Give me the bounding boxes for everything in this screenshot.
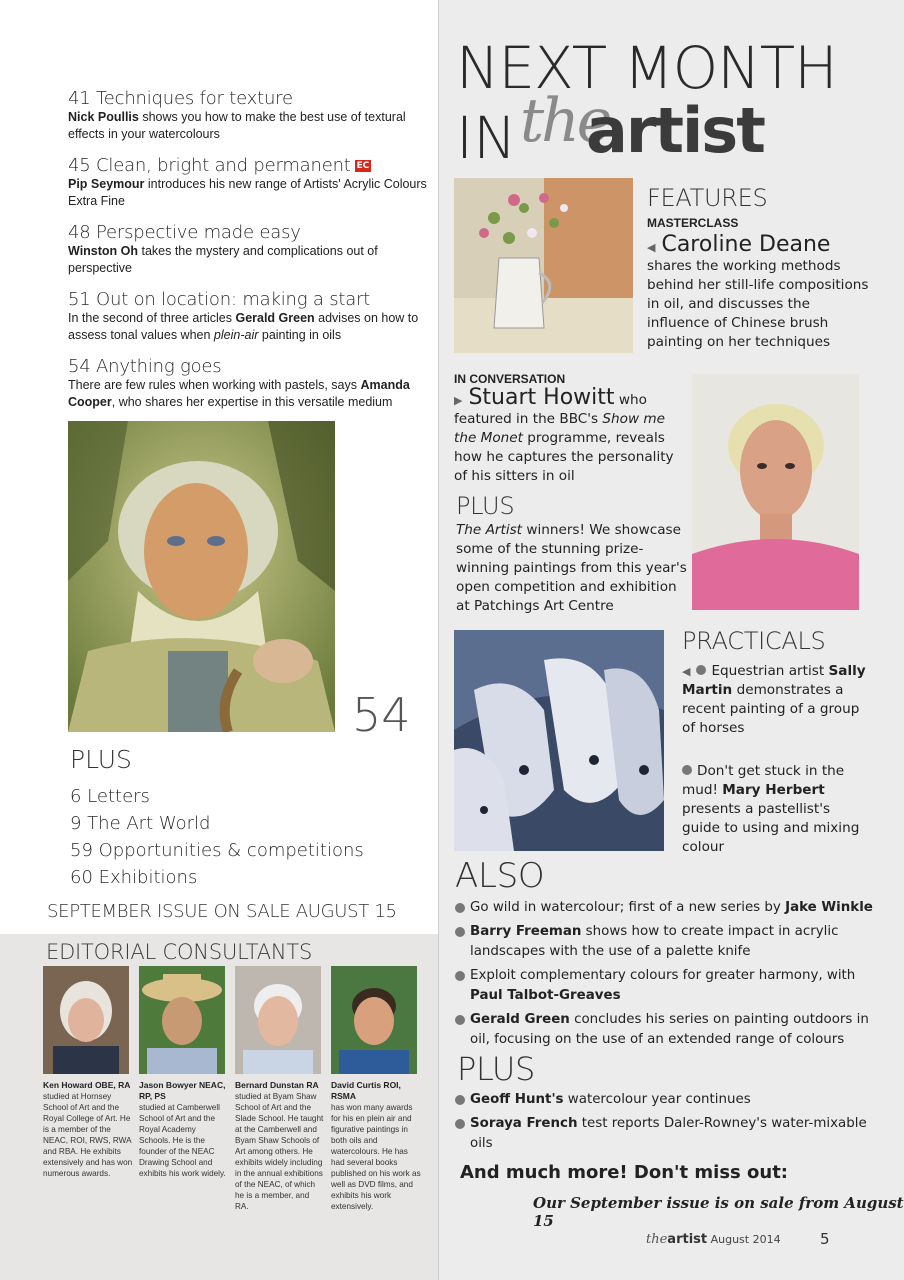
page-number: 5 [820,1230,830,1248]
article-title: 41 Techniques for texture [68,88,293,109]
also-list [455,898,875,1054]
also-item[interactable]: Go wild in watercolour; first of a new series by Jake Winkle [455,898,875,918]
bullet-icon [455,1015,465,1025]
editorial-heading: EDITORIAL CONSULTANTS [46,940,313,964]
plus-item-letters[interactable]: 6 Letters [70,786,150,807]
consultant-bio: studied at Camberwell School of Art and the Royal Academy Schools. He is the founder of the NEAC Drawing School and exhibits his work widely. [139,1103,226,1178]
also-item[interactable]: Gerald Green concludes his series on painting outdoors in oil, focusing on the use of an extended range of colours [455,1010,875,1050]
consultant-david-curtis[interactable] [331,966,421,1212]
plus-heading-bottom: PLUS [457,1050,536,1088]
feature-text: shares the working methods behind her still-life compositions in oil, and discusses the influence of Chinese brush painting on her techniques [647,258,869,350]
features-heading: FEATURES [647,184,768,212]
feature-name: ◀ Caroline Deane [647,232,831,257]
article-54[interactable] [68,356,438,411]
plus-item-opportunities[interactable]: 59 Opportunities & competitions [70,840,364,861]
plus-item-exhibitions[interactable]: 60 Exhibitions [70,867,198,888]
consultant-bio: studied at Hornsey School of Art and the Royal College of Art. He is a member of the NEAC, ROI, RWS, RWA and RBA. He exhibits extensively and has won numerous awards. [43,1092,133,1178]
in-conversation-kicker: IN CONVERSATION [454,372,566,386]
next-month-title: NEXT MONTH [456,34,837,102]
practicals-heading: PRACTICALS [682,627,826,655]
article-51[interactable] [68,289,438,344]
consultant-photo [331,966,417,1074]
article-title: 54 Anything goes [68,356,222,377]
consultant-bernard-dunstan[interactable] [235,966,325,1212]
practical-text: ◀ Equestrian artist Sally Martin demonstrates a recent painting of a group of horses [682,663,866,736]
consultant-name: Ken Howard OBE, RA [43,1080,131,1090]
article-summary: Nick Poullis shows you how to make the best use of textural effects in your watercolours [68,110,406,141]
article-summary: In the second of three articles Gerald Green advises on how to assess tonal values when plein-air painting in oils [68,311,419,342]
bullet-icon [455,971,465,981]
footer-logo-artist: artist [667,1232,708,1247]
arrow-right-icon: ▶ [454,394,463,407]
article-summary: Winston Oh takes the mystery and complications out of perspective [68,244,378,275]
page-reference-54: 54 [352,688,411,742]
article-summary: There are few rules when working with pastels, says Amanda Cooper, who shares her expertise in this versatile medium [68,378,410,409]
consultant-photo [139,966,225,1074]
article-41[interactable] [68,88,438,143]
plus-winners-text[interactable]: The Artist winners! We showcase some of the stunning prize-winning paintings from this year's open competition and exhibition at Patchings Art Centre [456,522,687,614]
bullet-icon [696,665,706,675]
also-heading: ALSO [455,856,545,896]
plus-heading-right: PLUS [456,492,515,520]
article-45[interactable] [68,155,438,210]
still-life-image [454,178,633,353]
consultant-name: David Curtis ROI, RSMA [331,1080,401,1101]
portrait-woman-image [692,374,859,610]
feature-caroline-deane[interactable] [647,232,875,352]
plus-bottom-item[interactable]: Geoff Hunt's watercolour year continues [455,1090,875,1110]
consultant-name: Bernard Dunstan RA [235,1080,319,1090]
september-issue-notice: SEPTEMBER ISSUE ON SALE AUGUST 15 [47,901,397,922]
editorial-consultants-panel [0,934,438,1280]
consultant-photo [235,966,321,1074]
plus-bottom-item[interactable]: Soraya French test reports Daler-Rowney's water-mixable oils [455,1114,875,1154]
also-item[interactable]: Barry Freeman shows how to create impact in acrylic landscapes with the use of a palette knife [455,922,875,962]
much-more-headline: And much more! Don't miss out: [460,1162,789,1183]
practical-mary-herbert[interactable] [682,762,872,857]
bullet-icon [455,903,465,913]
page-footer [646,1232,781,1247]
plus-bottom-list [455,1090,875,1158]
ec-badge: EC [356,161,370,171]
article-summary: Pip Seymour introduces his new range of Artists' Acrylic Colours Extra Fine [68,177,427,208]
magazine-logo-the: the [520,86,610,156]
bullet-icon [455,1095,465,1105]
footer-date: August 2014 [710,1233,781,1246]
practical-sally-martin[interactable] [682,662,872,738]
bullet-icon [455,1119,465,1129]
consultant-bio: has won many awards for his en plein air and figurative paintings in both oils and watercolours. He has had several books published on his work as well as DVD films, and exhibits his work extensively. [331,1103,421,1211]
plus-list [70,783,364,891]
arrow-left-icon: ◀ [647,241,656,254]
consultant-ken-howard[interactable] [43,966,133,1179]
consultant-photo [43,966,129,1074]
article-48[interactable] [68,222,438,277]
article-title: 45 Clean, bright and permanent EC [68,155,370,176]
arrow-left-icon: ◀ [682,665,691,678]
consultant-name: Jason Bowyer NEAC, RP, PS [139,1080,226,1101]
article-title: 51 Out on location: making a start [68,289,371,310]
masterclass-kicker: MASTERCLASS [647,216,739,230]
consultant-bio: studied at Byam Shaw School of Art and the Slade School. He taught at the Camberwell and Byam Shaw Schools of Art among others. He exhibits widely including in the annual exhibitions of the NEAC, of which he is a member, and RA. [235,1092,324,1211]
plus-item-art-world[interactable]: 9 The Art World [70,813,211,834]
footer-logo-the: the [646,1232,668,1247]
consultant-jason-bowyer[interactable] [139,966,229,1179]
next-month-in: IN [456,104,517,172]
plus-heading: PLUS [70,745,132,774]
horses-painting-image [454,630,664,851]
pastel-portrait-image [68,421,335,732]
article-title: 48 Perspective made easy [68,222,301,243]
conversation-text: ▶ Stuart Howitt who featured in the BBC's Show me the Monet programme, reveals how he captures the personality of his sitters in oil [454,385,674,484]
feature-stuart-howitt[interactable] [454,385,686,486]
bullet-icon [455,927,465,937]
bullet-icon [682,765,692,775]
magazine-logo-artist: artist [586,94,764,167]
practical-text: Don't get stuck in the mud! Mary Herbert presents a pastellist's guide to using and mixing colour [682,763,860,855]
also-item[interactable]: Exploit complementary colours for greater harmony, with Paul Talbot-Greaves [455,966,875,1006]
september-issue-sale: Our September issue is on sale from August 15 [533,1194,904,1230]
